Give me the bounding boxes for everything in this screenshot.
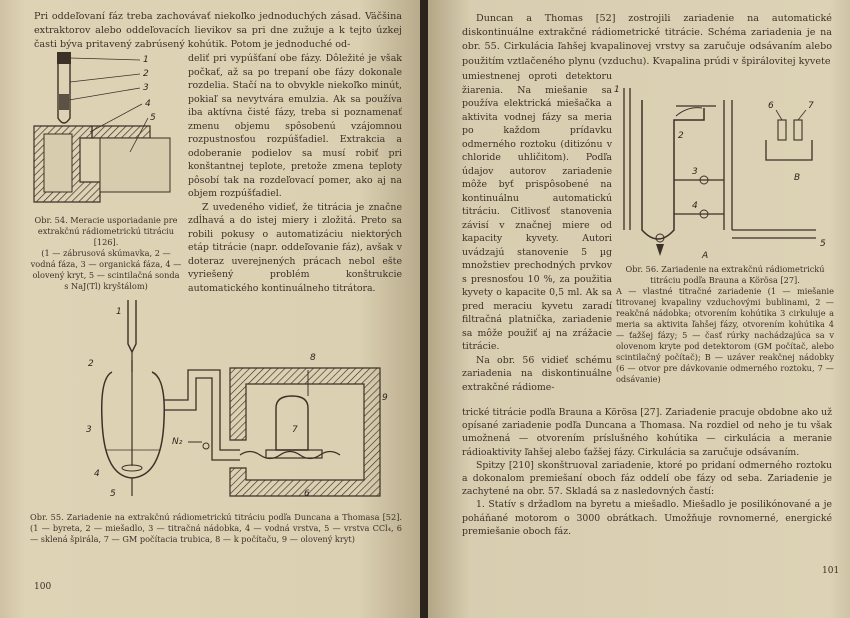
gm-tube xyxy=(276,396,308,450)
figure-54-caption xyxy=(30,215,182,292)
fig55-label-6: 6 xyxy=(304,489,310,499)
fig56-caption-title: Obr. 56. Zariadenie na extrakčnú rádiometrickú titráciu podľa Brauna a Körösa [27]. xyxy=(625,264,825,285)
right-full-paragraph-3: 1. Statív s držadlom na byretu a miešadlo. Miešadlo je posilikónované a je poháňané motorom o 3000 obrátkach. Umožňuje rovnomerné, energické premiešanie oboch fáz. xyxy=(462,499,832,537)
fig55-label-3: 3 xyxy=(86,425,92,435)
fig55-label-7: 7 xyxy=(292,425,298,435)
figure-56-diagram xyxy=(616,80,840,260)
fig55-label-5: 5 xyxy=(110,489,116,499)
scintillation-probe xyxy=(100,138,170,192)
fig54-label-4: 4 xyxy=(145,99,151,109)
right-intro-text xyxy=(462,12,832,69)
fig55-label-4: 4 xyxy=(94,469,100,479)
burette xyxy=(128,300,136,352)
right-page xyxy=(428,0,850,618)
fig55-caption-text: Obr. 55. Zariadenie na extrakčnú rádiometrickú titráciu podľa Duncana a Thomasa [52]. (1 — byreta, 2 — miešadlo, 3 — titračná nádobka, 4 — vodná vrstva, 5 — vrstva CCl₄, 6 — sklená špirála, 7 — GM počítacia trubica, 8 — k počítaču, 9 — olovený kryt) xyxy=(30,512,402,544)
lead-housing xyxy=(230,368,380,496)
fig56-caption-legend: A — vlastné titračné zariadenie (1 — miešanie titrovanej kvapaliny vzduchovými bublinami, 2 — reakčná nádobka; otvorením kohútika 3 cirkuluje a meria sa aktivita ľahšej fázy, otvorením kohútika 4 — ťažšej fázy; 5 — časť rúrky nachádzajúca sa v olovenom kryte pod detektorom (GM počítač, alebo scintilačný počítač); B — uzáver reakčnej nádobky (6 — otvor pre dávkovanie odmerného roztoku, 7 — odsávanie) xyxy=(616,286,834,384)
right-column-text xyxy=(462,70,612,394)
left-page-number: 100 xyxy=(34,582,52,592)
fig55-label-n2: N₂ xyxy=(172,437,183,447)
left-side-text xyxy=(188,52,402,295)
figure-55-diagram xyxy=(70,300,390,500)
fig56-label-6: 6 xyxy=(768,101,774,111)
test-tube xyxy=(58,64,70,123)
fig54-label-5: 5 xyxy=(150,113,156,123)
fig54-label-3: 3 xyxy=(143,83,149,93)
fig55-label-1: 1 xyxy=(116,307,122,317)
fig56-label-3: 3 xyxy=(692,167,698,177)
figure-54 xyxy=(30,52,190,212)
right-column-paragraph-1: umiestnenej oproti detektoru žiarenia. Na miešanie sa používa elektrická miešačka a aktivita vodnej fázy sa meria po každom prídavku odmerného roztoku (ditizónu v chloride uhličitom). Podľa údajov autorov zariadenie môže byť prispôsobené na kontinuálnu automatickú titráciu. Citlivosť stanovenia závisí v značnej miere od kapacity kyvety. Autori uvádzajú stanovenie 5 µg množstiev prechodných prvkov s presnosťou 10 %, za použitia kyvety o kapacite 0,5 ml. Ak sa pred meraciu kyvetu zaradí filtračná platnička, zariadenie sa môže použiť aj na zrážacie titrácie. xyxy=(462,71,612,352)
fig56-label-1: 1 xyxy=(614,85,620,95)
right-intro-paragraph: Duncan a Thomas [52] zostrojili zariadenie na automatické diskontinuálne extrakčné rádiometrické titrácie. Schéma zariadenia je na obr. 55. Cirkulácia ľahšej kvapalinovej vrstvy sa zaručuje odsávaním alebo použitím vztlačeného plynu (vzduchu). Kvapalina prúdi v špirálovitej kyvete xyxy=(462,13,832,67)
tube-well xyxy=(44,134,72,192)
figure-56-caption xyxy=(616,264,834,385)
fig54-label-1: 1 xyxy=(143,55,149,65)
left-page xyxy=(0,0,422,618)
lead-shield-top xyxy=(92,126,150,138)
fig56-label-b: B xyxy=(794,173,801,183)
left-side-paragraph-2: Z uvedeného vidieť, že titrácia je značne zdĺhavá a do istej miery i zložitá. Preto sa robili pokusy o automatizáciu niektorých etáp titrácie (napr. oddeľovanie fáz), avšak v doteraz uverejnených prácach nebol ešte vyriešený problém konštrukcie automatického kontinuálneho titrátora. xyxy=(188,201,402,294)
figure-55 xyxy=(70,300,390,500)
fig55-label-8: 8 xyxy=(310,353,316,363)
figure-56 xyxy=(616,80,840,260)
fig56-label-7: 7 xyxy=(808,101,814,111)
titration-vessel xyxy=(102,372,165,478)
left-side-paragraph-1: deliť pri vypúšťaní obe fázy. Dôležité je však počkať, až sa po trepaní obe fázy dokonale rozdelia. Stačí na to obvykle niekoľko minút, pokiaľ sa nevytvára emulzia. Ak sa používa iba aktívna čisté fázy, treba si poznamenať zmenu objemu spôsobenú vzájomnou rozpustnosťou rozpúšťadiel. Extrakcia a odoberanie podielov sa musí robiť pri konštantnej teplote, pretože zmena teploty pôsobí tak na rozdeľovací pomer, ako aj na objem rozpúšťadiel. xyxy=(188,53,402,199)
fig54-caption-legend: (1 — zábrusová skúmavka, 2 — vodná fáza, 3 — organická fáza, 4 — olovený kryt, 5 — scintilačná sonda s NaJ(Tl) kryštálom) xyxy=(30,248,182,291)
fig56-label-2: 2 xyxy=(678,131,684,141)
right-page-number: 101 xyxy=(822,566,840,576)
right-full-text xyxy=(462,406,832,538)
fig55-label-2: 2 xyxy=(88,359,94,369)
right-full-paragraph-2: Spitzy [210] skonštruoval zariadenie, ktoré po pridaní odmerného roztoku a dokonalom premiešaní oboch fáz oddelí obe fázy od seba. Zariadenie je zachytené na obr. 57. Skladá sa z nasledovných častí: xyxy=(462,459,832,498)
left-intro-paragraph: Pri oddeľovaní fáz treba zachovávať niekoľko jednoduchých zásad. Väčšina extraktorov alebo oddeľovacích lievikov sa pri dne zužuje a k tejto úzkej časti býva pritavený zabrúsený kohútik. Potom je jednoduché od- xyxy=(34,11,402,51)
fig56-label-5: 5 xyxy=(820,239,826,249)
left-intro-text xyxy=(34,10,402,53)
figure-54-diagram xyxy=(30,52,190,212)
fig54-label-2: 2 xyxy=(143,69,149,79)
figure-55-caption xyxy=(30,512,402,545)
organic-phase xyxy=(59,94,69,110)
fig56-label-4: 4 xyxy=(692,201,698,211)
stopper xyxy=(57,52,71,64)
fig54-caption-title: Obr. 54. Meracie usporiadanie pre extrakčnú rádiometrickú titráciu [126]. xyxy=(34,215,178,247)
right-full-paragraph-1: trické titrácie podľa Brauna a Körösa [27]. Zariadenie pracuje obdobne ako už opísané zariadenie podľa Duncana a Thomasa. Na rozdiel od neho je tu však umožnená — otvorením príslušného kohútika — cirkulácia a meranie rádioaktivity ľahšej alebo ťažšej fázy. Cirkulácia sa zaručuje odsávaním. xyxy=(462,407,832,458)
vessel-closure xyxy=(766,140,812,160)
fig56-label-a: A xyxy=(702,251,709,261)
right-column-paragraph-2: Na obr. 56 vidieť schému zariadenia na diskontinuálne extrakčné rádiome- xyxy=(462,354,612,393)
fig55-label-9: 9 xyxy=(382,393,388,403)
